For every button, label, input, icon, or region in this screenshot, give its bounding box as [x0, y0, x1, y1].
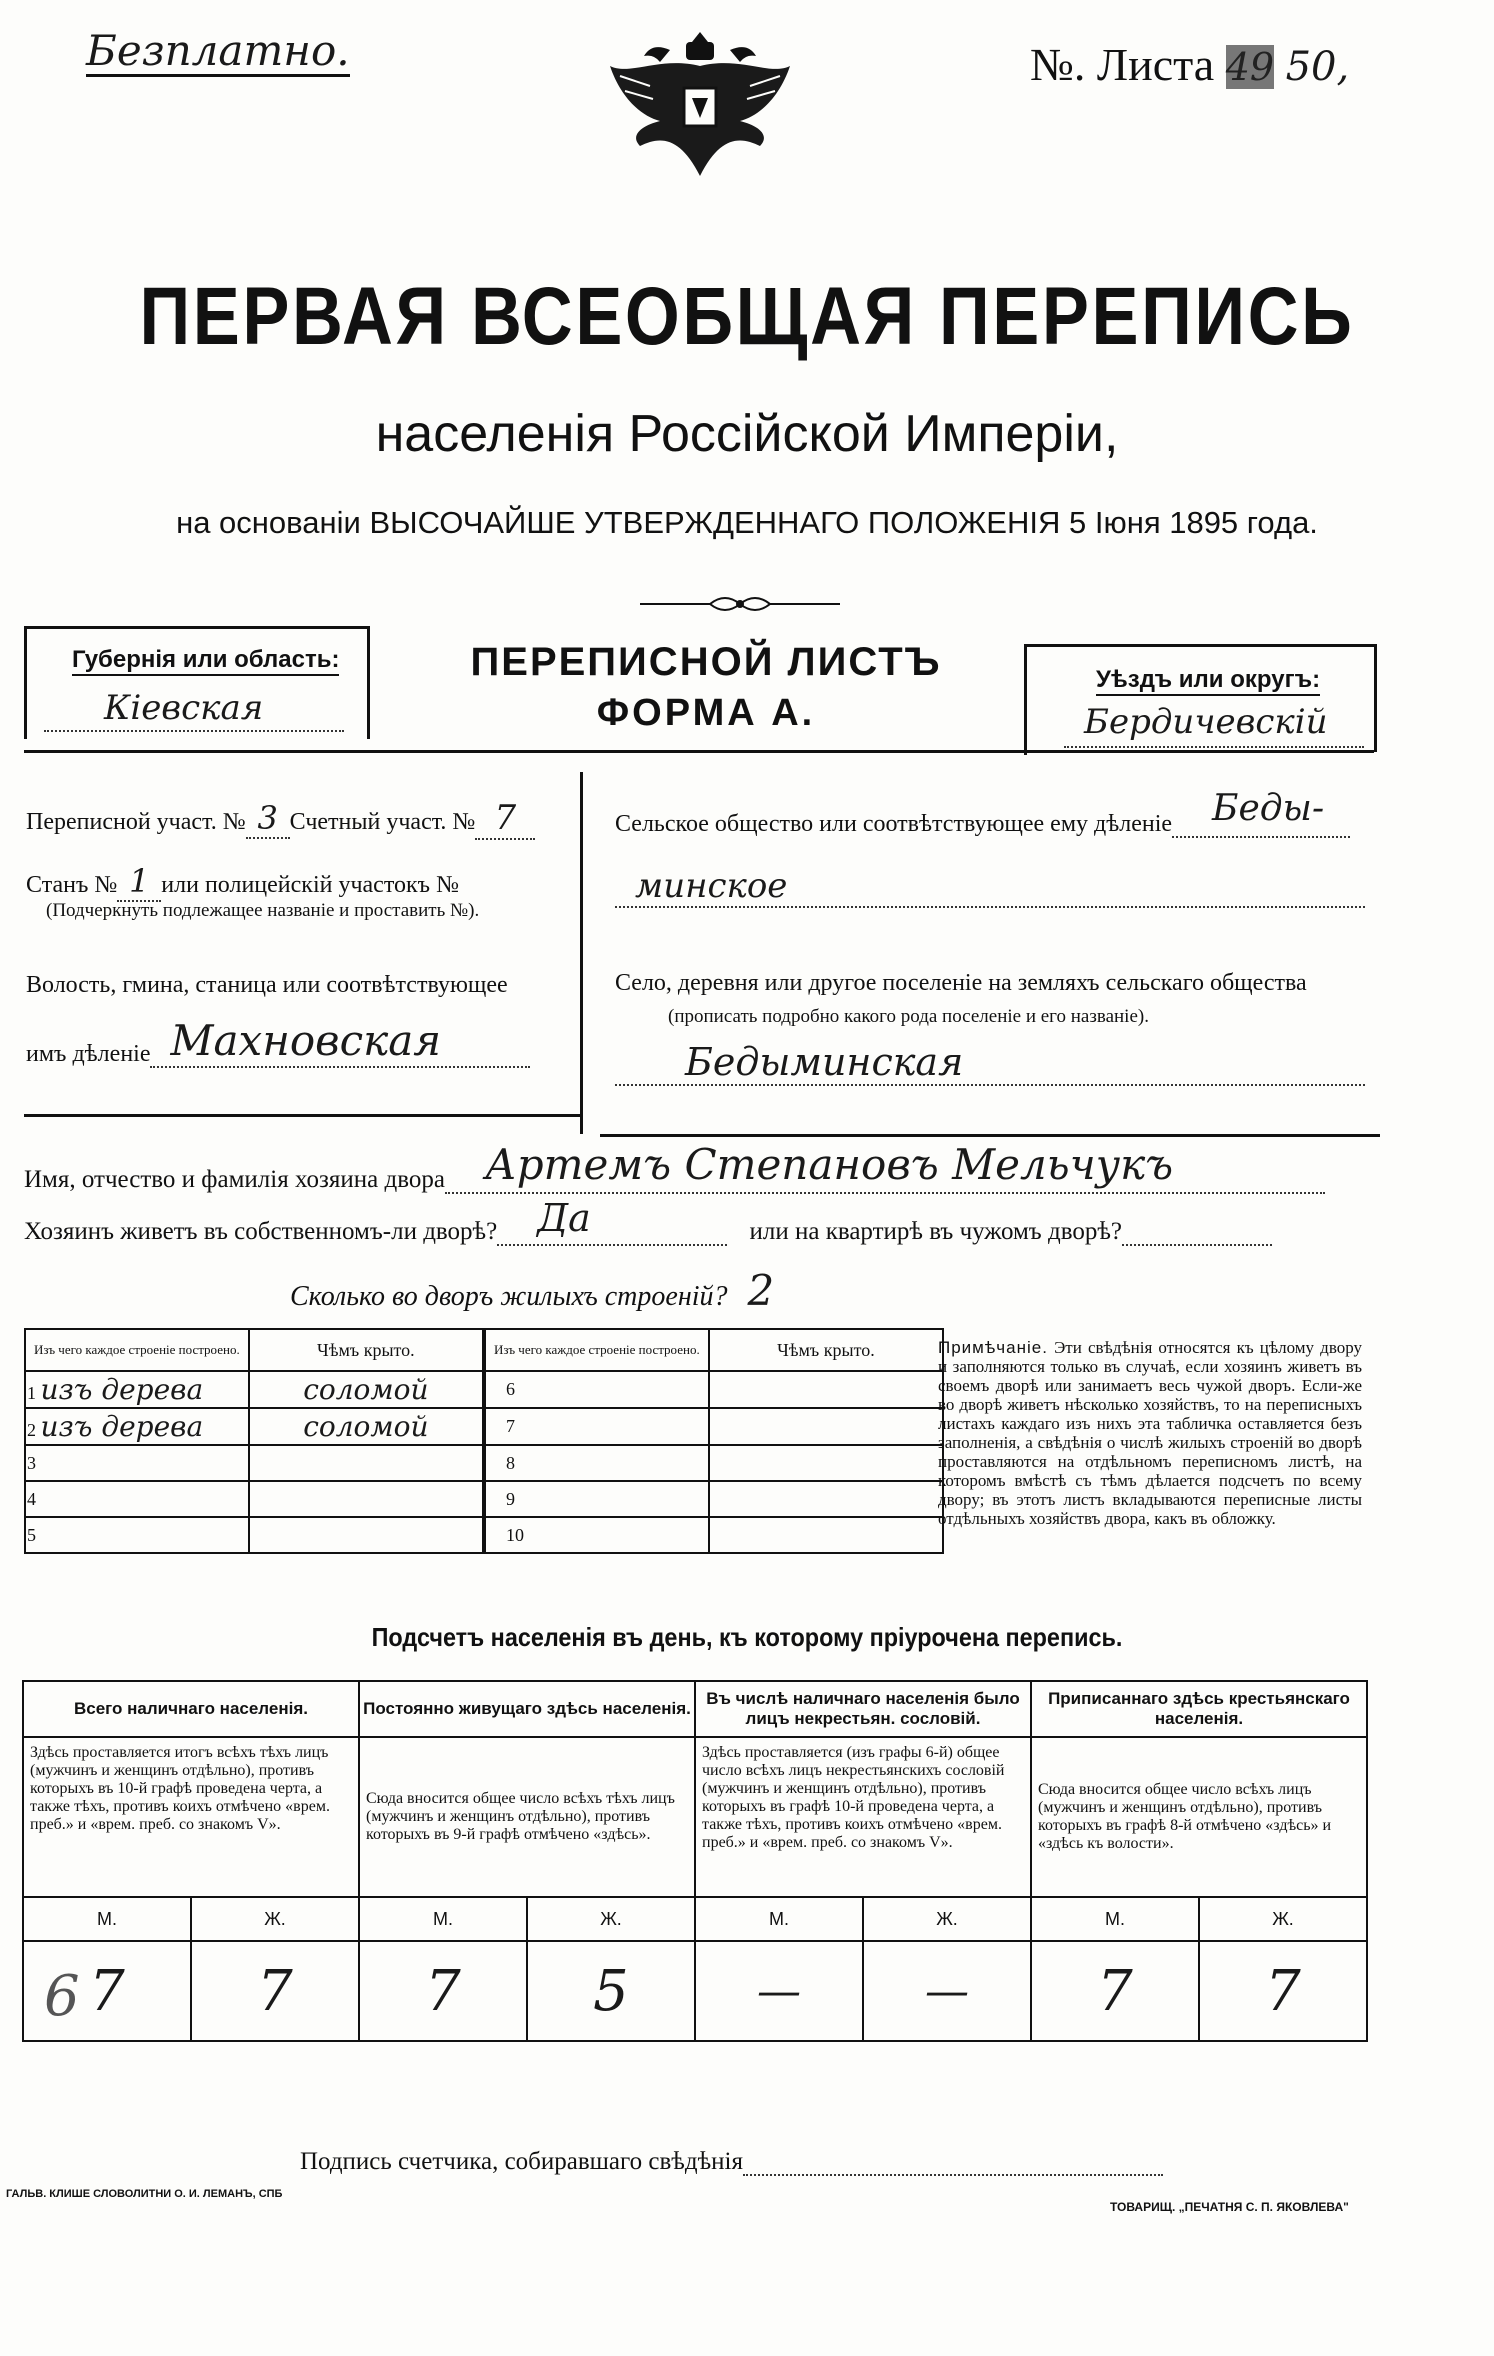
total-female-value: 7	[191, 1941, 359, 2041]
population-col-title: Постоянно живущаго здѣсь населенія.	[359, 1681, 695, 1737]
buildings-cell: 7	[484, 1408, 709, 1445]
signature-row	[300, 2148, 1163, 2176]
buildings-cell: 2 изъ дерева	[25, 1408, 249, 1445]
buildings-cell: 6	[484, 1371, 709, 1408]
district-label: Уѣздъ или округъ:	[1096, 666, 1320, 696]
buildings-cell	[709, 1481, 943, 1517]
stan-value: 1	[117, 862, 161, 902]
signature-field	[743, 2152, 1163, 2176]
buildings-col-material: Изъ чего каждое строеніе построено.	[25, 1329, 249, 1371]
buildings-row	[25, 1481, 943, 1517]
province-field	[44, 690, 344, 732]
population-col-desc: Здѣсь проставляется (изъ графы 6-й) общее число всѣхъ лицъ некрестьянскихъ сословій (мужчинъ и женщинъ отдѣльно), противъ которыхъ въ графѣ 10-й проведена черта, а также тѣхъ, противъ коихъ отмѣчено «врем. преб.» и «врем. преб. со знакомъ V».	[695, 1737, 1031, 1897]
buildings-col-material-2: Изъ чего каждое строеніе построено.	[484, 1329, 709, 1371]
owner-name-row	[24, 1140, 1325, 1194]
society-field-2	[615, 866, 1365, 908]
census-area-row	[26, 798, 535, 840]
buildings-cell: 4	[25, 1481, 249, 1517]
village-field	[615, 1040, 1365, 1086]
form-header-box	[24, 626, 1374, 752]
buildings-cell	[249, 1481, 484, 1517]
population-col-desc: Здѣсь проставляется итогъ всѣхъ тѣхъ лицъ (мужчинъ и женщинъ отдѣльно), противъ которыхъ въ 10-й графѣ проведена черта, а также тѣхъ, противъ коихъ отмѣчено «врем. преб.» и «врем. преб. со знакомъ V».	[23, 1737, 359, 1897]
volost-field	[150, 1016, 530, 1068]
peasant-female-value: 7	[1199, 1941, 1367, 2041]
population-col-title: Всего наличнаго населенія.	[23, 1681, 359, 1737]
page-subtitle: населенія Россійской Имперіи,	[375, 405, 1119, 463]
district-value: Бердичевскій	[1084, 702, 1328, 742]
owner-name-field	[445, 1140, 1325, 1194]
section-divider	[580, 772, 583, 1134]
police-note: (Подчеркнуть подлежащее названіе и проставить №).	[46, 900, 480, 921]
buildings-cell	[249, 1517, 484, 1553]
society-value-2: минское	[635, 866, 788, 906]
free-stamp: Безплатно.	[86, 26, 350, 75]
total-male-struck: 6	[44, 1964, 80, 2029]
population-heading: Подсчетъ населенія въ день, къ которому пріурочена перепись.	[371, 1622, 1123, 1652]
volost-label: Волость, гмина, станица или соотвѣтствующее	[26, 972, 508, 998]
buildings-cell: 10	[484, 1517, 709, 1553]
note-title: Примѣчаніе.	[938, 1338, 1048, 1357]
section-underline-right	[600, 1134, 1380, 1137]
section-underline	[24, 1114, 580, 1117]
female-header: Ж.	[191, 1897, 359, 1941]
buildings-cell: 8	[484, 1445, 709, 1481]
buildings-cell	[709, 1445, 943, 1481]
owner-lives-field	[497, 1196, 727, 1246]
printer-right: ТОВАРИЩ. „ПЕЧАТНЯ С. П. ЯКОВЛЕВА"	[1110, 2200, 1349, 2214]
village-note: (прописать подробно какого рода поселеніе и его названіе).	[668, 1006, 1149, 1027]
ornament-divider	[640, 592, 840, 616]
population-col-title: Въ числѣ наличнаго населенія было лицъ некрестьян. сословій.	[695, 1681, 1031, 1737]
buildings-cell: соломой	[249, 1371, 484, 1408]
page-title: ПЕРВАЯ ВСЕОБЩАЯ ПЕРЕПИСЬ	[139, 271, 1355, 362]
population-col-desc: Сюда вносится общее число всѣхъ тѣхъ лицъ (мужчинъ и женщинъ отдѣльно), противъ которыхъ въ 9-й графѣ отмѣчено «здѣсь».	[359, 1737, 695, 1897]
district-field	[1064, 702, 1364, 748]
female-header: Ж.	[1199, 1897, 1367, 1941]
buildings-col-roof-2: Чѣмъ крыто.	[709, 1329, 943, 1371]
buildings-cell	[709, 1517, 943, 1553]
male-header: М.	[1031, 1897, 1199, 1941]
population-col-title: Приписаннаго здѣсь крестьянскаго населенія.	[1031, 1681, 1367, 1737]
stan-row	[26, 862, 459, 902]
owner-name-value: Артемъ Степановъ Мельчукъ	[484, 1140, 1174, 1189]
volost-label-2: имъ дѣленіе	[26, 1041, 151, 1067]
buildings-col-roof: Чѣмъ крыто.	[249, 1329, 484, 1371]
buildings-cell	[709, 1371, 943, 1408]
owner-name-label: Имя, отчество и фамилія хозяина двора	[24, 1166, 445, 1193]
note-block	[938, 1338, 1362, 1528]
population-table	[22, 1680, 1368, 2042]
village-value: Бедыминская	[685, 1040, 964, 1084]
province-label: Губернія или область:	[72, 646, 339, 676]
male-header: М.	[359, 1897, 527, 1941]
census-area-label: Переписной участ. №	[26, 809, 246, 835]
village-label: Село, деревня или другое поселеніе на земляхъ сельскаго общества	[615, 970, 1307, 996]
non-peasant-male-value: —	[695, 1941, 863, 2041]
buildings-cell	[249, 1445, 484, 1481]
province-value: Кіевская	[104, 688, 264, 728]
female-header: Ж.	[863, 1897, 1031, 1941]
society-label: Сельское общество или соотвѣтствующее ему дѣленіе	[615, 811, 1173, 837]
note-text: Эти свѣдѣнія относятся къ цѣлому двору и заполняются только въ случаѣ, если хозяинъ живетъ въ своемъ дворѣ или занимаетъ весь чужой дворъ. Если-же во дворѣ живетъ нѣсколько хозяйствъ, то на переписныхъ листахъ каждаго изъ нихъ эта табличка оставляется безъ заполненія, а свѣдѣнія о числѣ жилыхъ строеній во дворѣ проставляются на отдѣльномъ переписномъ листѣ, на которомъ вмѣстѣ съ тѣмъ дѣлается подсчетъ по всему двору; въ этотъ листъ вкладываются переписные листы отдѣльныхъ хозяйствъ двора, какъ въ обложку.	[938, 1338, 1363, 1528]
male-header: М.	[695, 1897, 863, 1941]
buildings-cell: 9	[484, 1481, 709, 1517]
owner-lives-row	[24, 1196, 1272, 1246]
resident-male-value: 7	[359, 1941, 527, 2041]
population-col-desc: Сюда вносится общее число всѣхъ лицъ (мужчинъ и женщинъ отдѣльно), противъ которыхъ въ графѣ 8-й отмѣчено «здѣсь» и «здѣсь къ волости».	[1031, 1737, 1367, 1897]
count-area-label: Счетный участ. №	[289, 809, 476, 835]
buildings-cell: соломой	[249, 1408, 484, 1445]
form-subtitle: ФОРМА А.	[596, 692, 816, 734]
owner-lives-label: Хозяинъ живетъ въ собственномъ-ли дворѣ?	[24, 1218, 498, 1245]
owner-rent-field	[1122, 1222, 1272, 1246]
owner-lives-value: Да	[537, 1196, 591, 1240]
buildings-count-row	[290, 1266, 774, 1315]
coat-of-arms-emblem	[600, 26, 800, 186]
sheet-number-label: №. Листа	[1030, 39, 1215, 90]
buildings-cell: 3	[25, 1445, 249, 1481]
legal-basis: на основаніи ВЫСОЧАЙШЕ УТВЕРЖДЕННАГО ПОЛОЖЕНІЯ 5 Іюня 1895 года.	[176, 505, 1318, 540]
form-title: ПЕРЕПИСНОЙ ЛИСТЪ	[470, 640, 942, 684]
owner-rent-label: или на квартирѣ въ чужомъ дворѣ?	[749, 1218, 1123, 1245]
census-area-value: 3	[246, 799, 290, 839]
sheet-number-struck: 49	[1225, 45, 1275, 89]
printer-left: ГАЛЬВ. КЛИШЕ СЛОВОЛИТНИ О. И. ЛЕМАНЪ, СПБ	[6, 2188, 283, 2200]
police-label: или полицейскій участокъ №	[161, 872, 459, 898]
society-value-1: Беды-	[1212, 788, 1325, 829]
female-header: Ж.	[527, 1897, 695, 1941]
buildings-row	[25, 1371, 943, 1408]
buildings-row	[25, 1408, 943, 1445]
sheet-number	[1030, 38, 1349, 91]
buildings-count-label: Сколько во дворъ жилыхъ строеній?	[290, 1281, 728, 1312]
buildings-row	[25, 1445, 943, 1481]
volost-value: Махновская	[170, 1016, 442, 1065]
total-male-value: 6 7	[23, 1941, 191, 2041]
male-header: М.	[23, 1897, 191, 1941]
buildings-row	[25, 1517, 943, 1553]
society-row	[615, 788, 1350, 838]
signature-label: Подпись счетчика, собиравшаго свѣдѣнія	[300, 2148, 743, 2175]
buildings-count-value: 2	[747, 1266, 775, 1315]
sheet-number-value: 50,	[1285, 44, 1350, 90]
peasant-male-value: 7	[1031, 1941, 1199, 2041]
buildings-cell	[709, 1408, 943, 1445]
buildings-cell: 1 изъ дерева	[25, 1371, 249, 1408]
stan-label: Станъ №	[26, 872, 118, 898]
count-area-value: 7	[475, 798, 535, 840]
volost-row	[26, 1016, 530, 1068]
society-field	[1172, 788, 1350, 838]
non-peasant-female-value: —	[863, 1941, 1031, 2041]
buildings-cell: 5	[25, 1517, 249, 1553]
buildings-table	[24, 1328, 944, 1554]
resident-female-value: 5	[527, 1941, 695, 2041]
